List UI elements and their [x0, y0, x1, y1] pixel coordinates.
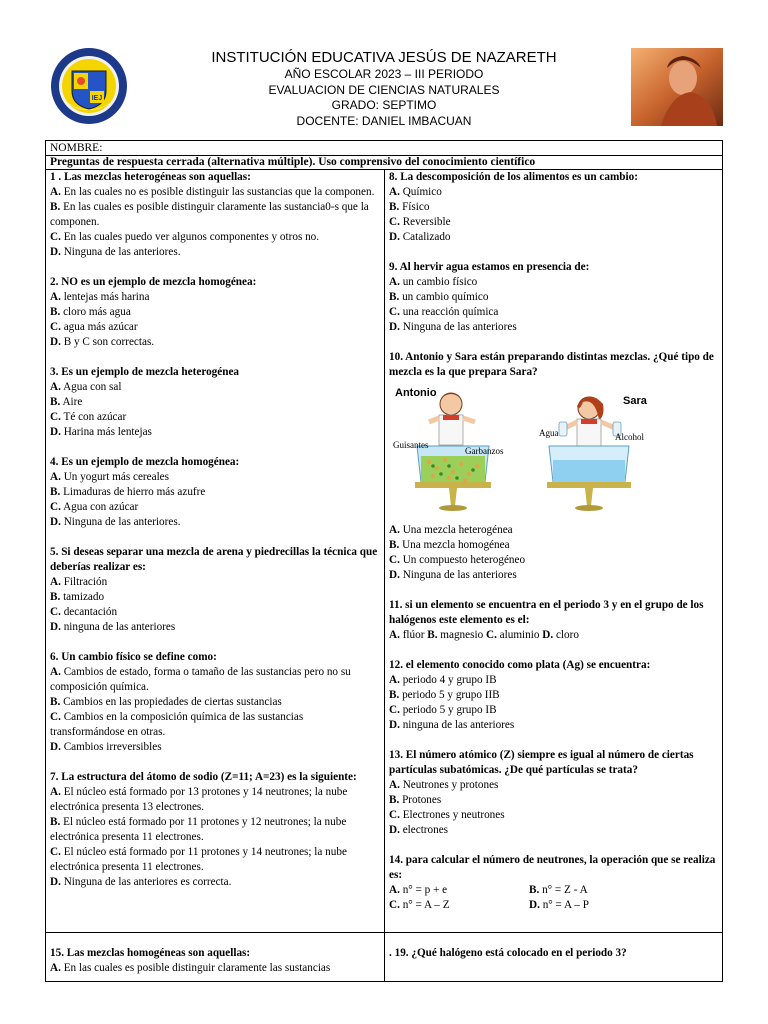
option: C. Cambios en la composición química de las sustancias transformándose en otras.: [50, 711, 304, 738]
question-title: 1 . Las mezclas heterogéneas son aquellas:: [50, 171, 251, 183]
question-6: [50, 650, 380, 755]
question-14: [389, 853, 718, 913]
school-seal-logo: [50, 47, 128, 125]
option: B. n° = Z - A: [529, 884, 588, 896]
option: B. Una mezcla homogénea: [389, 539, 510, 551]
question-title: 2. NO es un ejemplo de mezcla homogénea:: [50, 276, 257, 288]
exam-title: EVALUACION DE CIENCIAS NATURALES: [268, 82, 500, 97]
option: A. En las cuales es posible distinguir claramente las sustancias: [50, 962, 331, 974]
option: D. Catalizado: [389, 231, 451, 243]
option: D. Ninguna de las anteriores: [389, 321, 517, 333]
school-name: INSTITUCIÓN EDUCATIVA JESÚS DE NAZARETH: [211, 49, 557, 66]
option: B. Físico: [389, 201, 430, 213]
option: C. En las cuales puedo ver algunos componentes y otros no.: [50, 231, 320, 243]
question-8: [389, 170, 718, 245]
option: A. un cambio físico: [389, 276, 478, 288]
label-sara: Sara: [623, 395, 647, 407]
sara-figure: [559, 396, 621, 447]
option: C. agua más azúcar: [50, 321, 138, 333]
option: D. Ninguna de las anteriores.: [50, 516, 181, 528]
question-title: 10. Antonio y Sara están preparando distintas mezclas. ¿Qué tipo de mezcla es la que prepara Sara?: [389, 351, 714, 378]
option: A. periodo 4 y grupo IB: [389, 674, 497, 686]
option: B. En las cuales es posible distinguir claramente las sustancia0-s que la componen.: [50, 201, 369, 228]
question-19: [389, 946, 720, 961]
option: A. lentejas más harina: [50, 291, 150, 303]
header-text: [150, 48, 618, 129]
option-grid: [389, 883, 718, 913]
option: A. Un yogurt más cereales: [50, 471, 169, 483]
exam-sheet: [45, 140, 723, 982]
label-garbanzos: Garbanzos: [465, 446, 504, 456]
right-column: [385, 170, 722, 981]
question-12: [389, 658, 718, 733]
teacher-label: DOCENTE: DANIEL IMBACUAN: [296, 113, 472, 128]
section-heading: Preguntas de respuesta cerrada (alternativa múltiple). Uso comprensivo del conocimiento científico: [46, 156, 722, 170]
question-title: 13. El número atómico (Z) siempre es igual al número de ciertas partículas subatómicas. ¿De qué partículas se trata?: [389, 749, 694, 776]
option: A. Agua con sal: [50, 381, 122, 393]
question-13: [389, 748, 718, 838]
question-title: 3. Es un ejemplo de mezcla heterogénea: [50, 366, 240, 378]
option: D. ninguna de las anteriores: [50, 621, 176, 633]
option: B. Limaduras de hierro más azufre: [50, 486, 206, 498]
question-title: 15. Las mezclas homogéneas son aquellas:: [50, 947, 251, 959]
option: D. electrones: [389, 824, 449, 836]
option: A. Neutrones y protones: [389, 779, 499, 791]
option: B. Protones: [389, 794, 442, 806]
question-title: 7. La estructura del átomo de sodio (Z=11; A=23) es la siguiente:: [50, 771, 357, 783]
option: A. Una mezcla heterogénea: [389, 524, 513, 536]
question-title: . 19. ¿Qué halógeno está colocado en el periodo 3?: [389, 947, 627, 959]
option: C. Reversible: [389, 216, 451, 228]
option: B. un cambio químico: [389, 291, 489, 303]
school-year: AÑO ESCOLAR 2023 – III PERIODO: [284, 67, 484, 81]
option: D. Ninguna de las anteriores es correcta.: [50, 876, 232, 888]
option: D. Harina más lentejas: [50, 426, 152, 438]
mixing-illustration: [389, 382, 718, 518]
option: C. Agua con azúcar: [50, 501, 139, 513]
option: D. Cambios irreversibles: [50, 741, 162, 753]
option: D. n° = A – P: [529, 899, 589, 911]
divider: [46, 932, 722, 933]
option: C. Té con azúcar: [50, 411, 127, 423]
question-3: [50, 365, 380, 440]
name-row: [46, 141, 722, 156]
antonio-figure: [429, 393, 475, 445]
question-2: [50, 275, 380, 350]
option: B. tamizado: [50, 591, 105, 603]
question-title: 12. el elemento conocido como plata (Ag) se encuentra:: [389, 659, 651, 671]
option: C. El núcleo está formado por 11 protones y 14 neutrones; la nube electrónica presenta 11 electrones.: [50, 846, 347, 873]
option: B. Aire: [50, 396, 83, 408]
option: B. cloro más agua: [50, 306, 131, 318]
question-11: [389, 598, 718, 643]
option: D. B y C son correctas.: [50, 336, 155, 348]
grade-label: GRADO: SEPTIMO: [331, 98, 437, 112]
option: C. periodo 5 y grupo IB: [389, 704, 497, 716]
option: A. Químico: [389, 186, 442, 198]
label-agua: Agua: [539, 428, 559, 438]
question-title: 14. para calcular el número de neutrones, la operación que se realiza es:: [389, 854, 716, 881]
option: A. En las cuales no es posible distinguir las sustancias que la componen.: [50, 186, 375, 198]
label-guisantes: Guisantes: [393, 440, 429, 450]
page-header: [0, 0, 768, 140]
question-title: 9. Al hervir agua estamos en presencia de:: [389, 261, 590, 273]
header-photo: [631, 48, 723, 126]
svg-text:IEJ: IEJ: [91, 95, 103, 102]
question-1: [50, 170, 380, 260]
question-title: 4. Es un ejemplo de mezcla homogénea:: [50, 456, 240, 468]
option: C. Electrones y neutrones: [389, 809, 505, 821]
option: C. decantación: [50, 606, 118, 618]
sara-bowl: [547, 446, 631, 511]
option: A. Filtración: [50, 576, 108, 588]
left-column: [46, 170, 385, 981]
option: A. n° = p + e: [389, 884, 448, 896]
label-antonio: Antonio: [395, 387, 437, 399]
question-title: 6. Un cambio físico se define como:: [50, 651, 217, 663]
option: D. Ninguna de las anteriores.: [50, 246, 181, 258]
option: B. periodo 5 y grupo IIB: [389, 689, 500, 701]
option: B. El núcleo está formado por 11 protones y 12 neutrones; la nube electrónica presenta 11 electrones.: [50, 816, 347, 843]
option: C. n° = A – Z: [389, 899, 450, 911]
option: D. Ninguna de las anteriores: [389, 569, 517, 581]
option: A. El núcleo está formado por 13 protones y 14 neutrones; la nube electrónica presenta 13 electrones.: [50, 786, 348, 813]
question-7: [50, 770, 380, 890]
option: C. Un compuesto heterogéneo: [389, 554, 526, 566]
question-title: 11. si un elemento se encuentra en el periodo 3 y en el grupo de los halógenos este elemento es el:: [389, 599, 704, 626]
option: C. una reacción química: [389, 306, 499, 318]
option: B. Cambios en las propiedades de ciertas sustancias: [50, 696, 282, 708]
label-alcohol: Alcohol: [615, 432, 644, 442]
option: A. Cambios de estado, forma o tamaño de las sustancias pero no su composición química.: [50, 666, 351, 693]
question-4: [50, 455, 380, 530]
option-row: A. flúor B. magnesio C. aluminio D. cloro: [389, 629, 579, 641]
question-15: [50, 946, 381, 976]
question-title: 8. La descomposición de los alimentos es un cambio:: [389, 171, 638, 183]
name-label: NOMBRE:: [50, 142, 103, 154]
question-5: [50, 545, 380, 635]
option: D. ninguna de las anteriores: [389, 719, 515, 731]
question-10: [389, 350, 718, 583]
question-title: 5. Si deseas separar una mezcla de arena y piedrecillas la técnica que deberías realizar es:: [50, 546, 378, 573]
question-9: [389, 260, 718, 335]
